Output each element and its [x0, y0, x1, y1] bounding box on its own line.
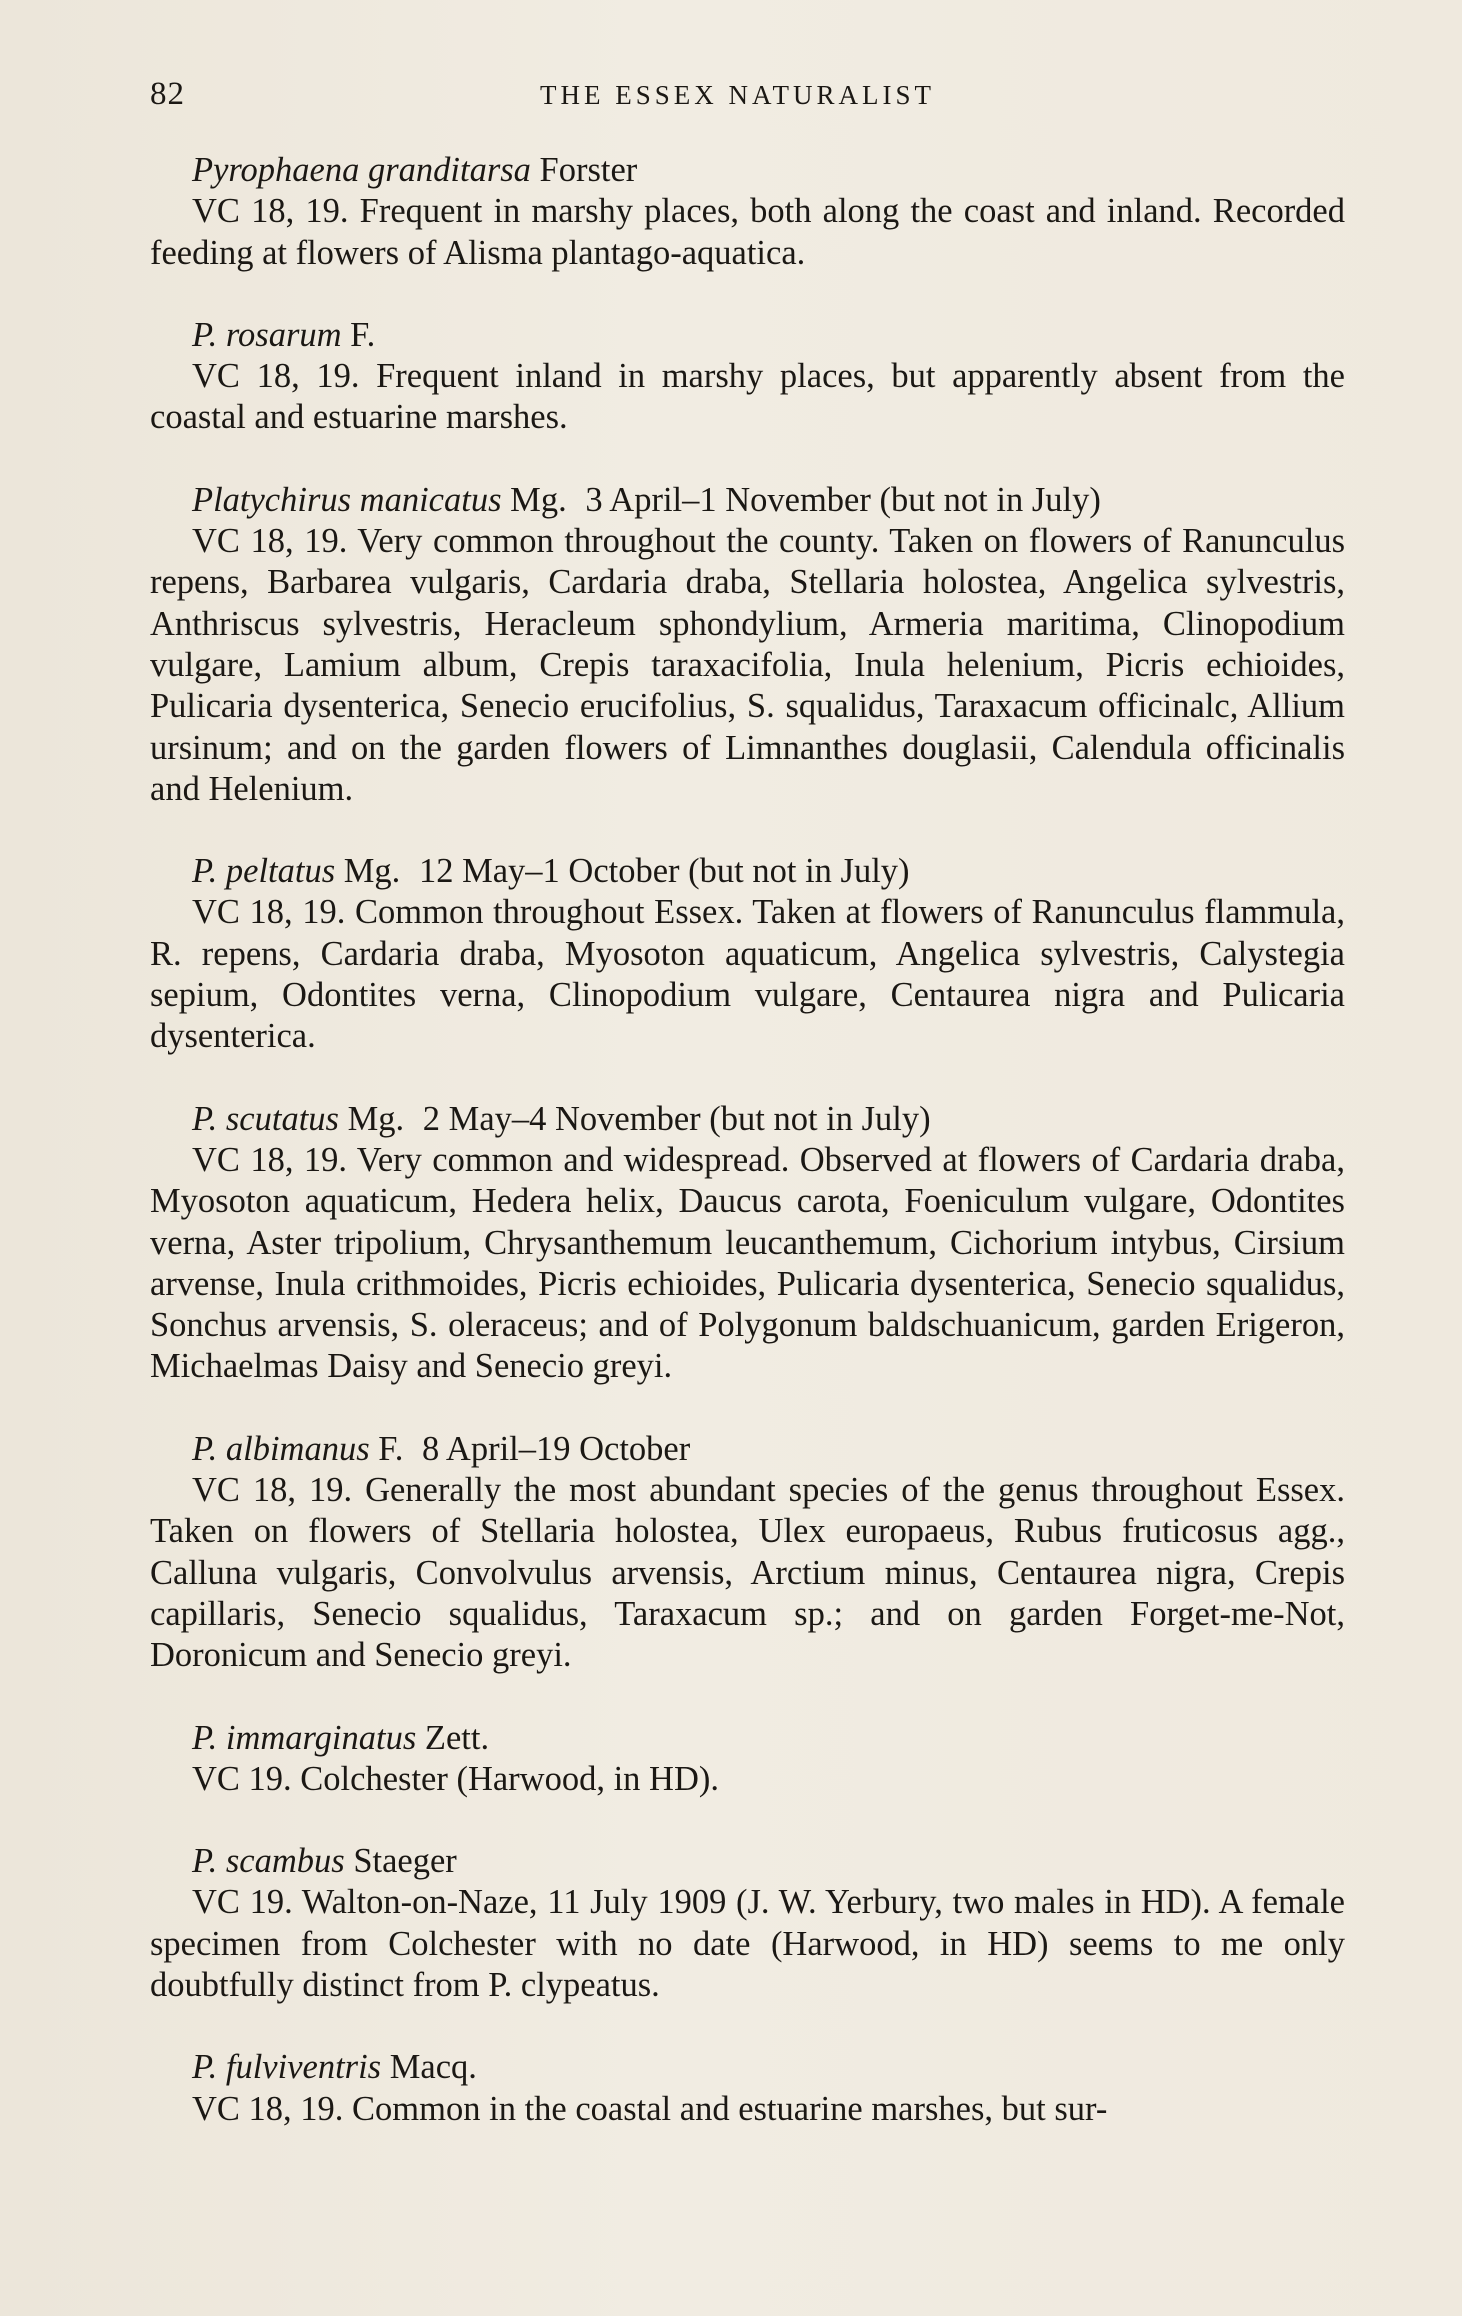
- running-head: [150, 76, 1350, 116]
- species-name: P. rosarum: [192, 315, 342, 354]
- entry-body: VC 19. Colchester (Harwood, in HD).: [192, 1759, 719, 1798]
- entry-body: VC 18, 19. Frequent inland in marshy places, but apparently absent from the coastal and estuarine marshes.: [150, 357, 1345, 437]
- species-list: [150, 150, 1345, 2171]
- species-name: P. albimanus: [192, 1429, 370, 1468]
- species-entry: [150, 150, 1345, 274]
- species-entry: [150, 1841, 1345, 2006]
- page-number: 82: [150, 76, 185, 112]
- entry-heading: [150, 315, 1345, 356]
- entry-heading: [150, 480, 1345, 521]
- entry-heading: [150, 150, 1345, 191]
- species-entry: [150, 480, 1345, 810]
- species-entry: [150, 1429, 1345, 1677]
- species-author: F.: [350, 315, 376, 354]
- species-author: Macq.: [389, 2048, 477, 2087]
- species-author: Mg.: [343, 852, 401, 891]
- flight-period: 3 April–1 November (but not in July): [585, 480, 1101, 519]
- entry-heading: [150, 1841, 1345, 1882]
- species-author: Staeger: [353, 1842, 457, 1881]
- entry-body: VC 18, 19. Common in the coastal and estuarine marshes, but sur-: [192, 2089, 1108, 2128]
- species-name: Platychirus manicatus: [192, 480, 502, 519]
- entry-body: VC 18, 19. Generally the most abundant species of the genus throughout Essex. Taken on flowers of Stellaria holostea, Ulex europaeus, Rubus fruticosus agg., Calluna vulgaris, Convolvulus arvensis, Arctium minus, Centaurea nigra, Crepis capillaris, Senecio squalidus, Taraxacum sp.; and on garden Forget-me-Not, Doronicum and Senecio greyi.: [150, 1471, 1345, 1675]
- species-name: P. scambus: [192, 1842, 345, 1881]
- flight-period: 8 April–19 October: [421, 1429, 691, 1468]
- entry-body: VC 18, 19. Very common throughout the county. Taken on flowers of Ranunculus repens, Barbarea vulgaris, Cardaria draba, Stellaria holostea, Angelica sylvestris, Anthriscus sylvestris, Heracleum sphondylium, Armeria maritima, Clinopodium vulgare, Lamium album, Crepis taraxacifolia, Inula helenium, Picris echioides, Pulicaria dysenterica, Senecio erucifolius, S. squalidus, Taraxacum officinalc, Allium ursinum; and on the garden flowers of Limnanthes douglasii, Calendula officinalis and Helenium.: [150, 522, 1345, 808]
- entry-body: VC 19. Walton-on-Naze, 11 July 1909 (J. W. Yerbury, two males in HD). A female specimen from Colchester with no date (Harwood, in HD) seems to me only doubtfully distinct from P. clypeatus.: [150, 1883, 1345, 2004]
- entry-body: VC 18, 19. Very common and widespread. Observed at flowers of Cardaria draba, Myosoton aquaticum, Hedera helix, Daucus carota, Foeniculum vulgare, Odontites verna, Aster tripolium, Chrysanthemum leucanthemum, Cichorium intybus, Cirsium arvense, Inula crithmoides, Picris echioides, Pulicaria dysenterica, Senecio squalidus, Sonchus arvensis, S. oleraceus; and of Polygonum baldschuanicum, garden Erigeron, Michaelmas Daisy and Senecio greyi.: [150, 1140, 1345, 1386]
- entry-body: VC 18, 19. Common throughout Essex. Taken at flowers of Ranunculus flammula, R. repens, Cardaria draba, Myosoton aquaticum, Angelica sylvestris, Calystegia sepium, Odontites verna, Clinopodium vulgare, Centaurea nigra and Pulicaria dysenterica.: [150, 893, 1345, 1056]
- species-name: P. fulviventris: [192, 2048, 382, 2087]
- species-name: P. immarginatus: [192, 1718, 417, 1757]
- species-name: Pyrophaena granditarsa: [192, 151, 531, 189]
- entry-heading: [150, 2047, 1345, 2088]
- species-author: F.: [378, 1429, 404, 1468]
- entry-heading: [150, 851, 1345, 892]
- species-name: P. peltatus: [192, 852, 336, 891]
- species-author: Zett.: [424, 1718, 490, 1757]
- journal-title: THE ESSEX NATURALIST: [540, 80, 935, 110]
- species-author: Mg.: [510, 480, 567, 519]
- species-author: Forster: [539, 151, 638, 189]
- entry-heading: [150, 1099, 1345, 1140]
- entry-body: VC 18, 19. Frequent in marshy places, both along the coast and inland. Recorded feeding at flowers of Alisma plantago-aquatica.: [150, 192, 1345, 272]
- species-name: P. scutatus: [192, 1099, 339, 1138]
- species-entry: [150, 851, 1345, 1057]
- entry-heading: [150, 1718, 1345, 1759]
- flight-period: 12 May–1 October (but not in July): [418, 852, 910, 891]
- entry-heading: [150, 1429, 1345, 1470]
- species-entry: [150, 315, 1345, 439]
- flight-period: 2 May–4 November (but not in July): [422, 1099, 931, 1138]
- species-author: Mg.: [347, 1099, 405, 1138]
- species-entry: [150, 1718, 1345, 1801]
- species-entry: [150, 2047, 1345, 2130]
- species-entry: [150, 1099, 1345, 1388]
